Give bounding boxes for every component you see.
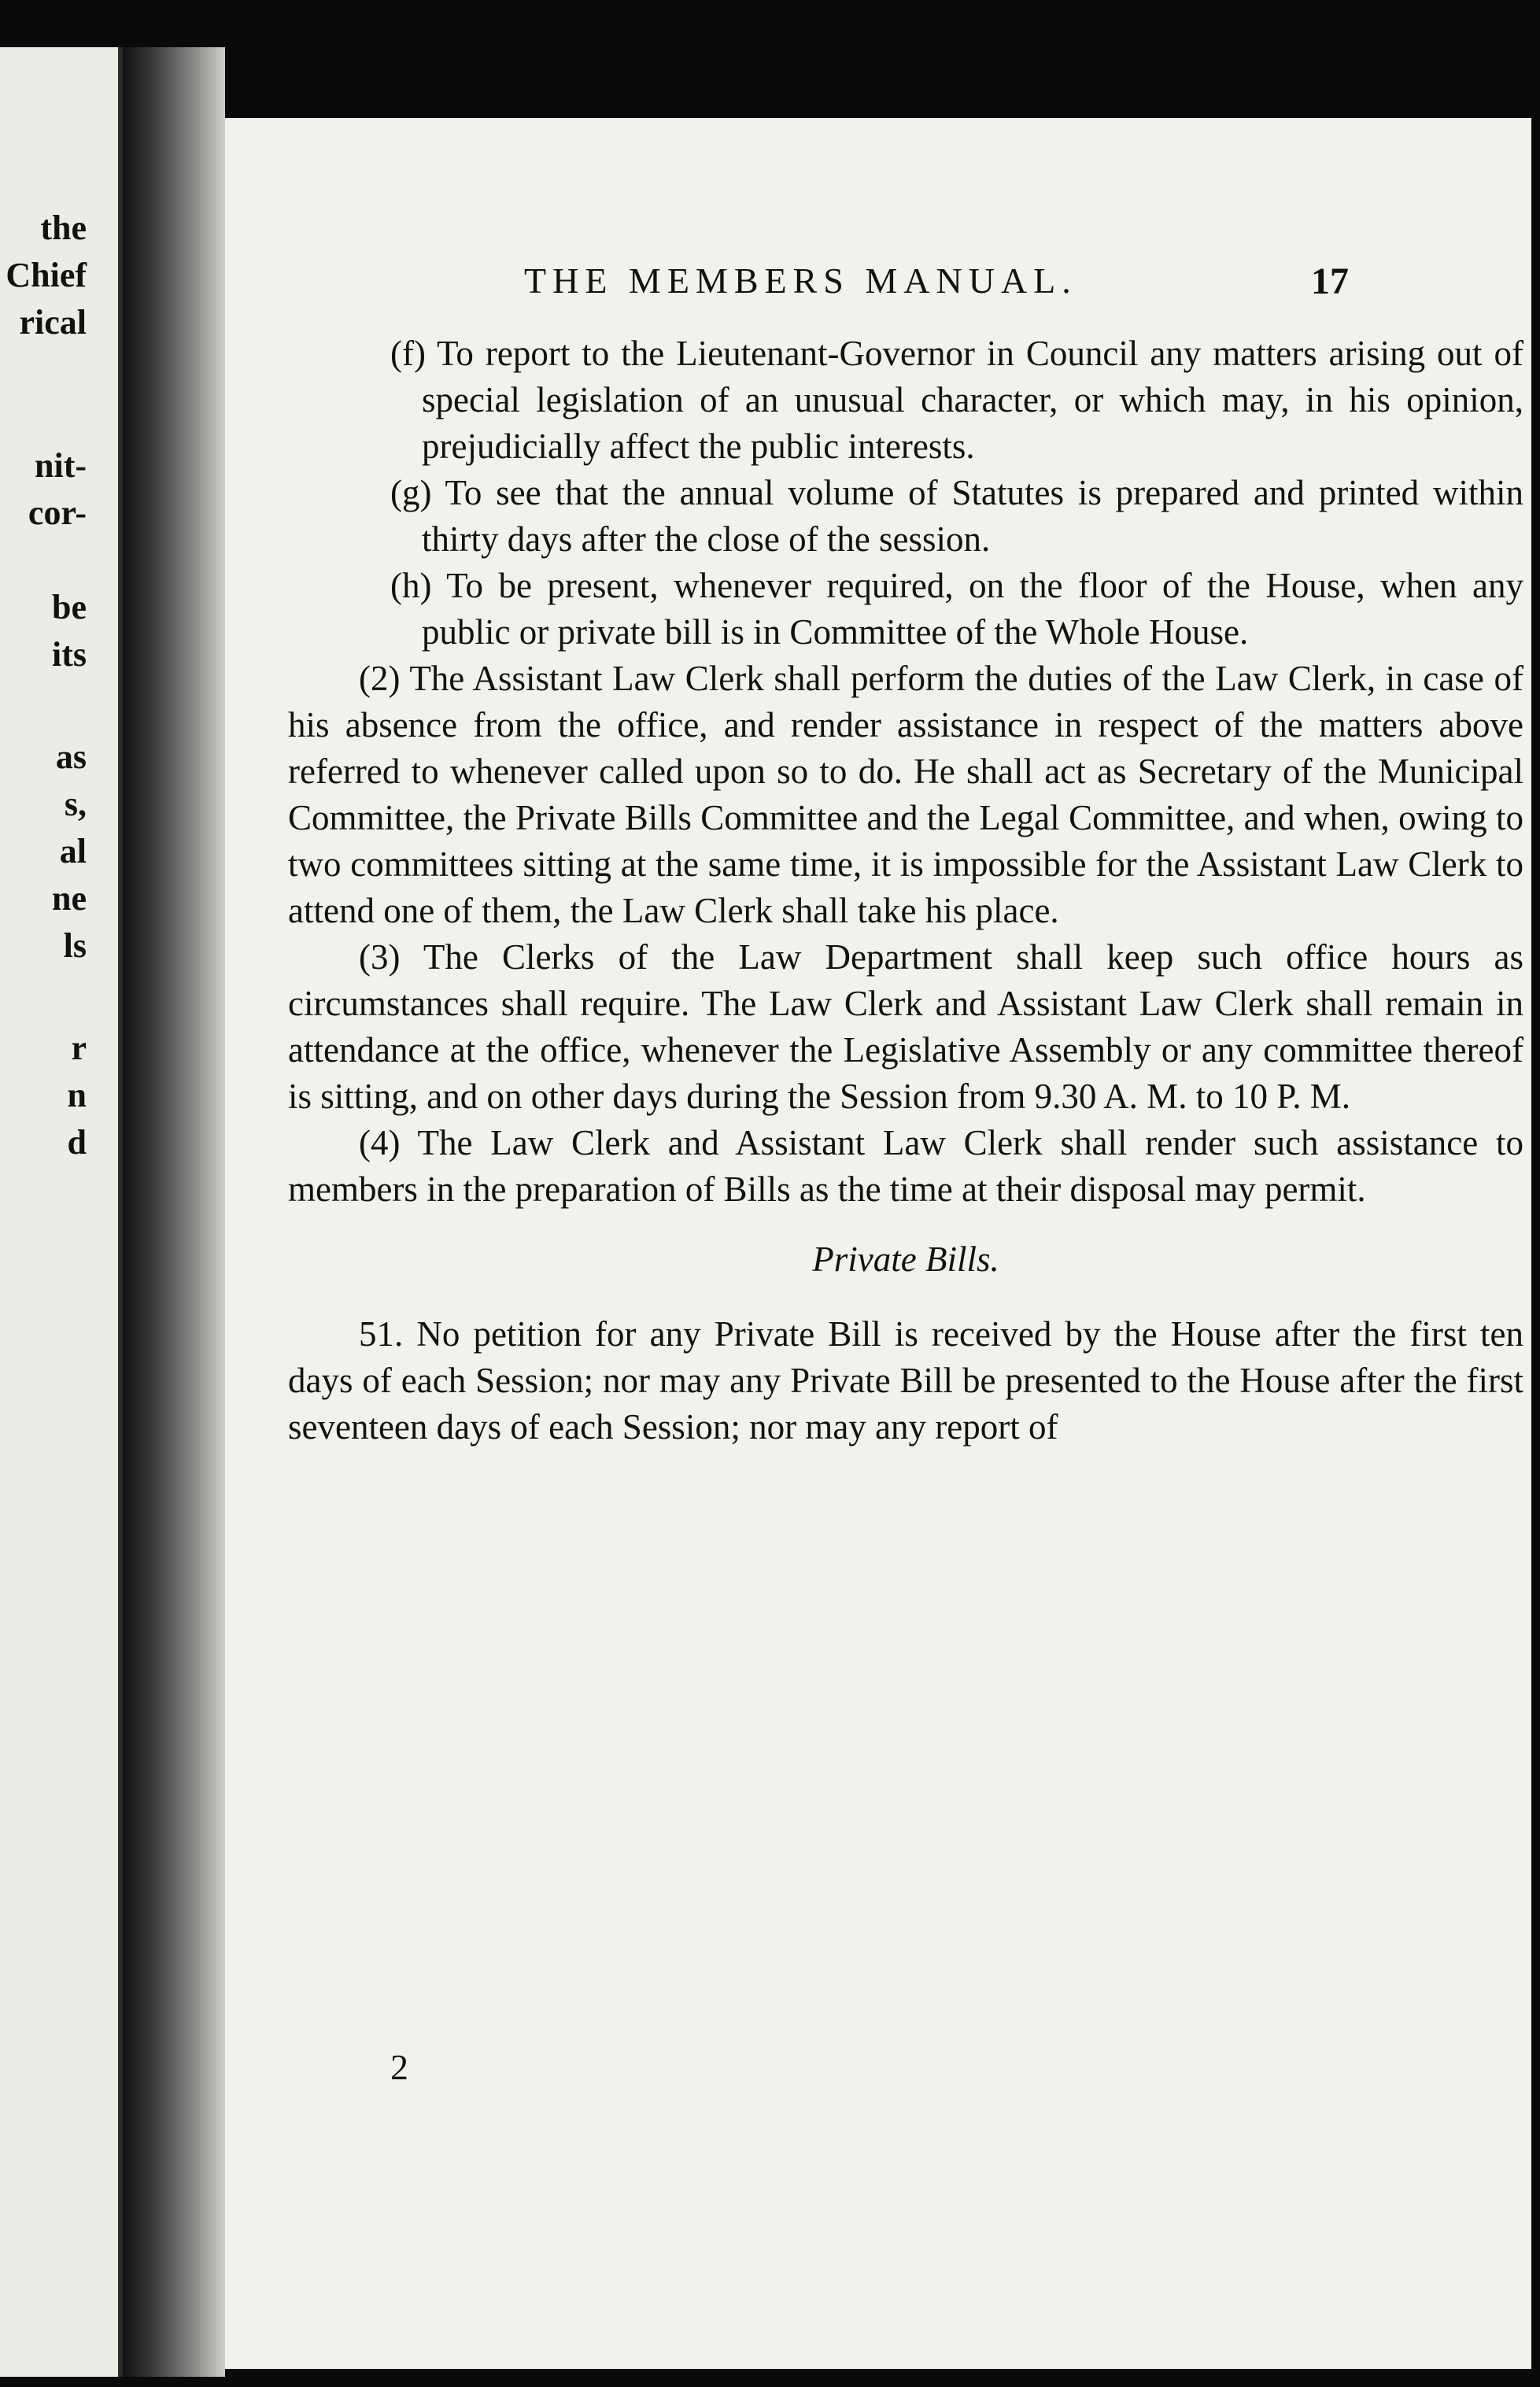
left-fragment-3: rical bbox=[19, 303, 87, 342]
left-fragment-11: ne bbox=[52, 879, 87, 918]
page-number: 17 bbox=[1311, 261, 1349, 302]
left-fragment-7: its bbox=[52, 635, 87, 674]
running-title: THE MEMBERS MANUAL. bbox=[524, 261, 1077, 301]
left-fragment-10: al bbox=[59, 832, 87, 870]
clause-g: (g) To see that the annual volume of Statutes is prepared and printed within thirty days after the close of the session. bbox=[390, 473, 1523, 559]
right-page bbox=[225, 118, 1531, 2369]
left-fragment-6: be bbox=[52, 588, 87, 626]
subsection-3: (3) The Clerks of the Law Department shall keep such office hours as circumstances shall require. The Law Clerk and Assistant Law Clerk shall remain in attendance at the office, whenever the Legislative Assembly or any committee thereof is sitting, and on other days during the Session from 9.30 A. M. to 10 P. M. bbox=[288, 937, 1523, 1116]
signature-mark: 2 bbox=[390, 2047, 408, 2087]
left-fragment-12: ls bbox=[63, 926, 87, 965]
left-fragment-8: as bbox=[55, 737, 87, 776]
subsection-2: (2) The Assistant Law Clerk shall perform the duties of the Law Clerk, in case of his absence from the office, and render assistance in respect of the matters above referred to whenever called upon so to do. He shall act as Secretary of the Municipal Committee, the Private Bills Committee and the Legal Committee, and when, owing to two committees sitting at the same time, it is impossible for the Assistant Law Clerk to attend one of them, the Law Clerk shall take his place. bbox=[288, 659, 1523, 930]
left-fragment-2: Chief bbox=[6, 256, 87, 294]
left-fragment-9: s, bbox=[64, 785, 87, 823]
left-fragment-5: cor- bbox=[28, 493, 87, 532]
left-facing-page bbox=[0, 47, 123, 2377]
section-heading: Private Bills. bbox=[812, 1240, 999, 1279]
subsection-4: (4) The Law Clerk and Assistant Law Clerk shall render such assistance to members in the preparation of Bills as the time at their disposal may permit. bbox=[288, 1123, 1523, 1209]
section-51: 51. No petition for any Private Bill is received by the House after the first ten days of each Session; nor may any Private Bill be presented to the House after the first seventeen days of each Session; nor may any report of bbox=[288, 1314, 1523, 1447]
book-gutter bbox=[123, 47, 225, 2377]
left-fragment-15: d bbox=[67, 1123, 87, 1162]
left-fragment-4: nit- bbox=[35, 446, 87, 485]
left-fragment-14: n bbox=[67, 1076, 87, 1114]
left-fragment-13: r bbox=[71, 1029, 87, 1067]
left-fragment-1: the bbox=[40, 209, 87, 247]
clause-f: (f) To report to the Lieutenant-Governor in Council any matters arising out of special legislation of an unusual character, or which may, in his opinion, prejudicially affect the public interests. bbox=[390, 334, 1523, 466]
body-text bbox=[288, 331, 1523, 1450]
running-head bbox=[225, 260, 1531, 307]
clause-h: (h) To be present, whenever required, on the floor of the House, when any public or private bill is in Committee of the Whole House. bbox=[390, 566, 1523, 652]
